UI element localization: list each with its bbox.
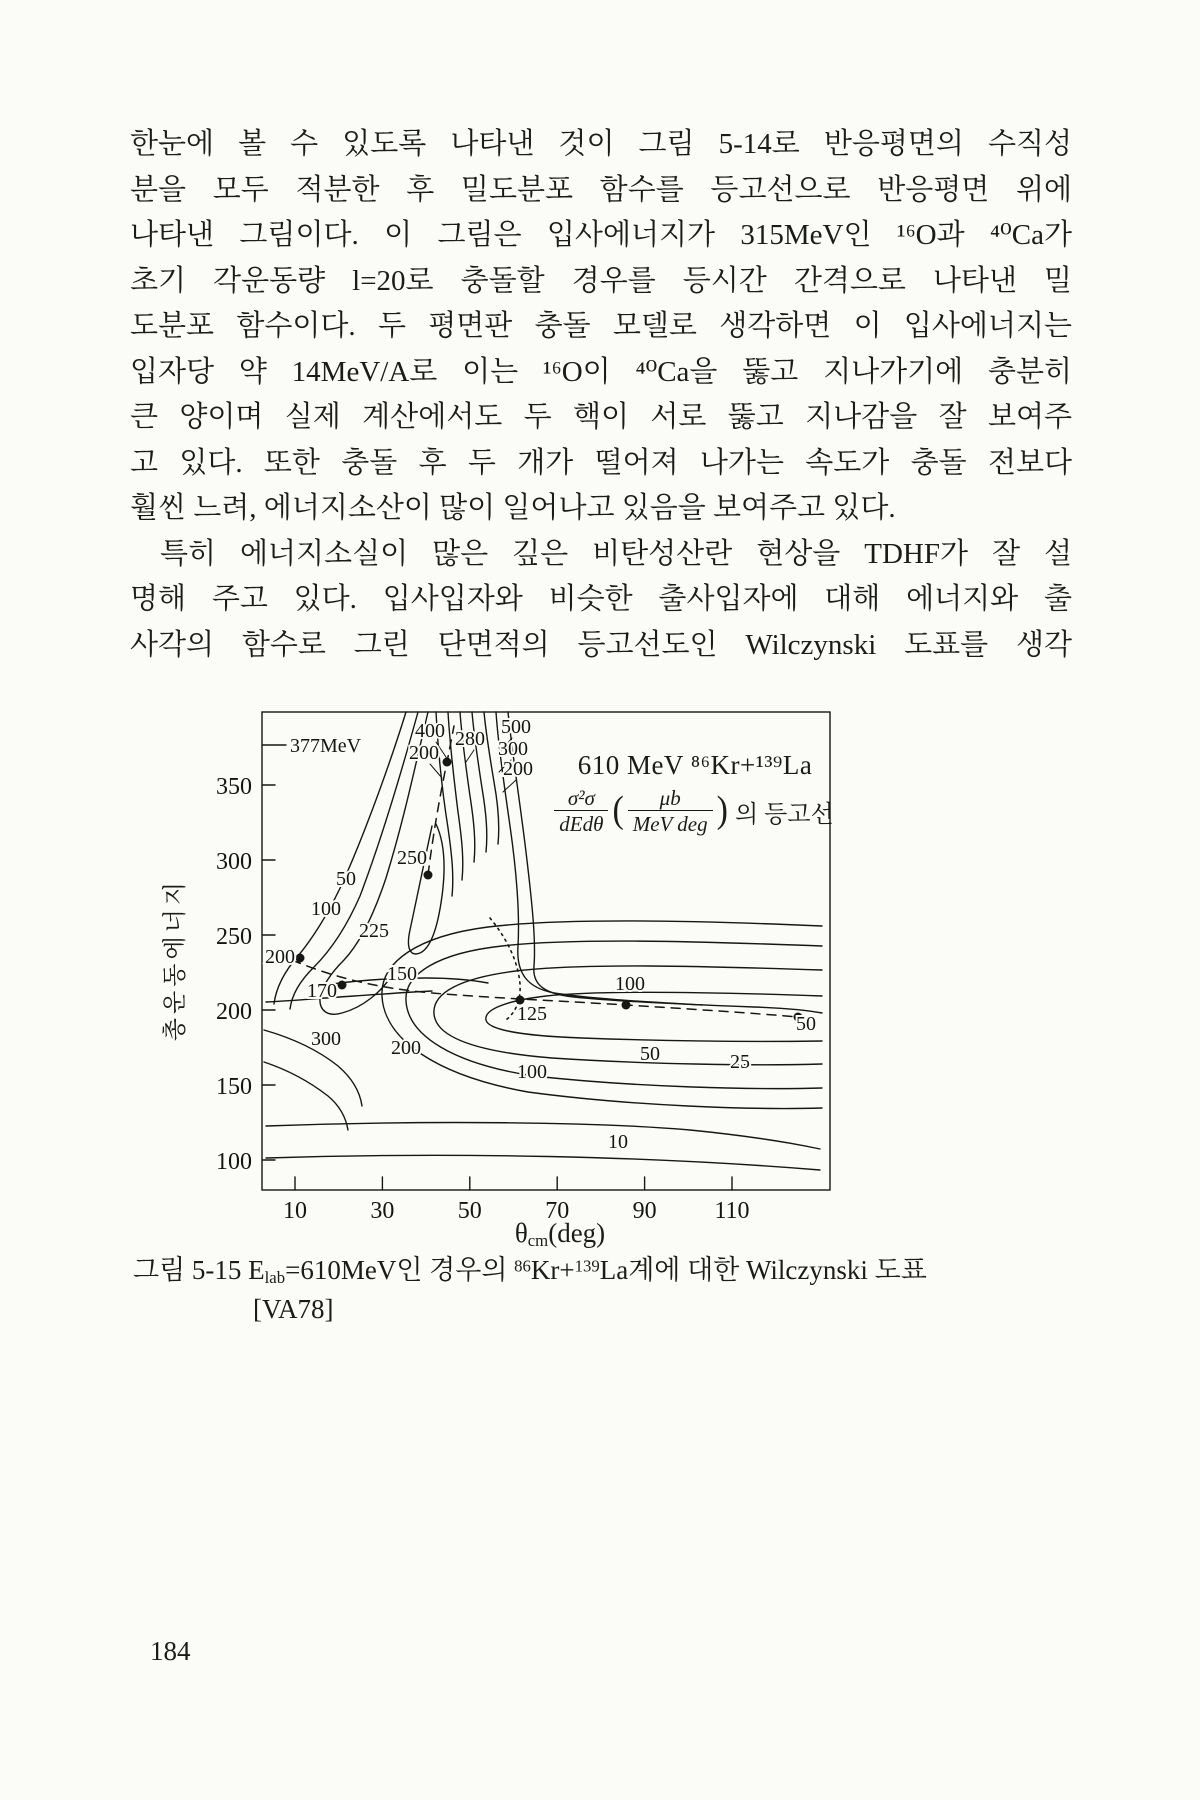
y-tick-label: 350 bbox=[216, 774, 252, 800]
contour-line bbox=[264, 1062, 348, 1130]
contour-label: 125 bbox=[517, 1003, 547, 1025]
text-line: 명해 주고 있다. 입사입자와 비슷한 출사입자에 대해 에너지와 출 bbox=[130, 583, 1072, 615]
plot-frame bbox=[262, 712, 830, 1190]
text-line: 고 있다. 또한 충돌 후 두 개가 떨어져 나가는 속도가 충돌 전보다 bbox=[130, 446, 1072, 479]
text-line: 한눈에 볼 수 있도록 나타낸 것이 그림 5-14로 반응평면의 수직성 bbox=[130, 128, 1072, 160]
formula-fraction-units: $\frac{\mu b}{\text{MeV deg}}$ bbox=[628, 786, 713, 836]
contour-line bbox=[266, 1155, 820, 1170]
open-paren: ( bbox=[612, 789, 624, 832]
contour-label: 170 bbox=[307, 980, 337, 1002]
y-tick-label: 150 bbox=[216, 1074, 252, 1100]
text-line: 입자당 약 14MeV/A로 이는 ¹⁶O이 ⁴⁰Ca을 뚫고 지나가기에 충분히 bbox=[130, 355, 1072, 388]
contour-label: 10 bbox=[608, 1131, 628, 1153]
contour-label: 200 bbox=[409, 742, 439, 764]
ridge-point-dot bbox=[424, 871, 433, 880]
text-line: 사각의 함수로 그린 단면적의 등고선도인 Wilczynski 도표를 생각 bbox=[130, 628, 1072, 661]
contour-label: 500 bbox=[501, 716, 531, 738]
text-line: 훨씬 느려, 에너지소산이 많이 일어나고 있음을 보여주고 있다. bbox=[130, 492, 896, 524]
x-tick-label: 30 bbox=[370, 1198, 395, 1224]
chart-title: 610 MeV ⁸⁶Kr+¹³⁹La bbox=[577, 750, 813, 780]
text-line: 도분포 함수이다. 두 평면판 충돌 모델로 생각하면 이 입사에너지는 bbox=[130, 310, 1072, 342]
text-line: 큰 양이며 실제 계산에서도 두 핵이 서로 뚫고 지나감을 잘 보여주 bbox=[130, 401, 1072, 433]
page-number: 184 bbox=[150, 1636, 191, 1666]
contour-label: 150 bbox=[387, 963, 417, 985]
peak-energy-label: 377MeV bbox=[290, 735, 362, 757]
figure-caption-reference: [VA78] bbox=[253, 1294, 334, 1324]
y-tick-label: 300 bbox=[216, 849, 252, 875]
contour-label: 25 bbox=[730, 1051, 750, 1073]
contour-label: 100 bbox=[615, 973, 645, 995]
contour-label: 50 bbox=[336, 868, 356, 890]
contour-label: 250 bbox=[397, 847, 427, 869]
contour-line bbox=[266, 991, 432, 1002]
y-tick-label: 200 bbox=[216, 999, 252, 1025]
contour-label: 280 bbox=[455, 728, 485, 750]
formula-fraction-sigma: $\frac{\text{σ²σ}}{\text{dEdθ}}$ bbox=[554, 786, 608, 836]
x-axis-label: $\theta_{cm}(deg)$ bbox=[514, 1218, 606, 1251]
leader-line bbox=[466, 750, 474, 762]
x-tick-label: 10 bbox=[283, 1198, 307, 1224]
y-tick-label: 100 bbox=[216, 1149, 252, 1175]
contour-label: 200 bbox=[503, 758, 533, 780]
contour-label: 400 bbox=[415, 720, 445, 742]
contour-label: 50 bbox=[796, 1013, 816, 1035]
contour-label: 300 bbox=[498, 738, 528, 760]
contour-label: 200 bbox=[265, 946, 295, 968]
contour-line bbox=[408, 824, 444, 954]
contour-label: 300 bbox=[311, 1028, 341, 1050]
close-paren: ) bbox=[716, 789, 728, 832]
contour-label: 50 bbox=[640, 1043, 660, 1065]
x-tick-label: 50 bbox=[457, 1198, 482, 1224]
contour-label: 225 bbox=[359, 920, 389, 942]
contour-line bbox=[406, 941, 822, 1089]
text-line: 특히 에너지소실이 많은 깊은 비탄성산란 현상을 TDHF가 잘 설 bbox=[160, 537, 1072, 570]
x-tick-label: 110 bbox=[714, 1198, 750, 1224]
ridge-point-dot bbox=[622, 1001, 631, 1010]
contour-line bbox=[382, 921, 822, 1109]
figure-caption: 그림 5-15 $E_{lab}=610MeV$인 경우의 $^{86}$Kr+$^{139}$La계에 대한 Wilczynski 도표 bbox=[133, 1255, 927, 1288]
contour-label: 200 bbox=[391, 1037, 421, 1059]
y-axis-label: 총운동에너지 bbox=[162, 877, 189, 1042]
text-line: 분을 모두 적분한 후 밀도분포 함수를 등고선으로 반응평면 위에 bbox=[130, 173, 1072, 206]
wilczynski-contour-plot bbox=[130, 700, 1070, 1260]
y-tick-label: 250 bbox=[216, 924, 252, 950]
text-line: 초기 각운동량 l=20로 충돌할 경우를 등시간 간격으로 나타낸 밀 bbox=[130, 264, 1072, 297]
contour-line bbox=[266, 1123, 820, 1149]
x-tick-label: 70 bbox=[545, 1198, 570, 1224]
contour-label: 100 bbox=[517, 1061, 547, 1083]
text-line: 나타낸 그림이다. 이 그림은 입사에너지가 315MeV인 ¹⁶O과 ⁴⁰Ca가 bbox=[130, 219, 1072, 251]
contour-label: 100 bbox=[311, 898, 341, 920]
cross-section-formula bbox=[538, 786, 850, 836]
ridge-point-dot bbox=[296, 954, 305, 963]
ridge-point-dot bbox=[443, 758, 452, 767]
body-text bbox=[130, 122, 1072, 668]
ridge-point-dot bbox=[338, 981, 347, 990]
x-tick-label: 90 bbox=[632, 1198, 657, 1224]
formula-suffix: 의 등고선 bbox=[734, 801, 834, 828]
